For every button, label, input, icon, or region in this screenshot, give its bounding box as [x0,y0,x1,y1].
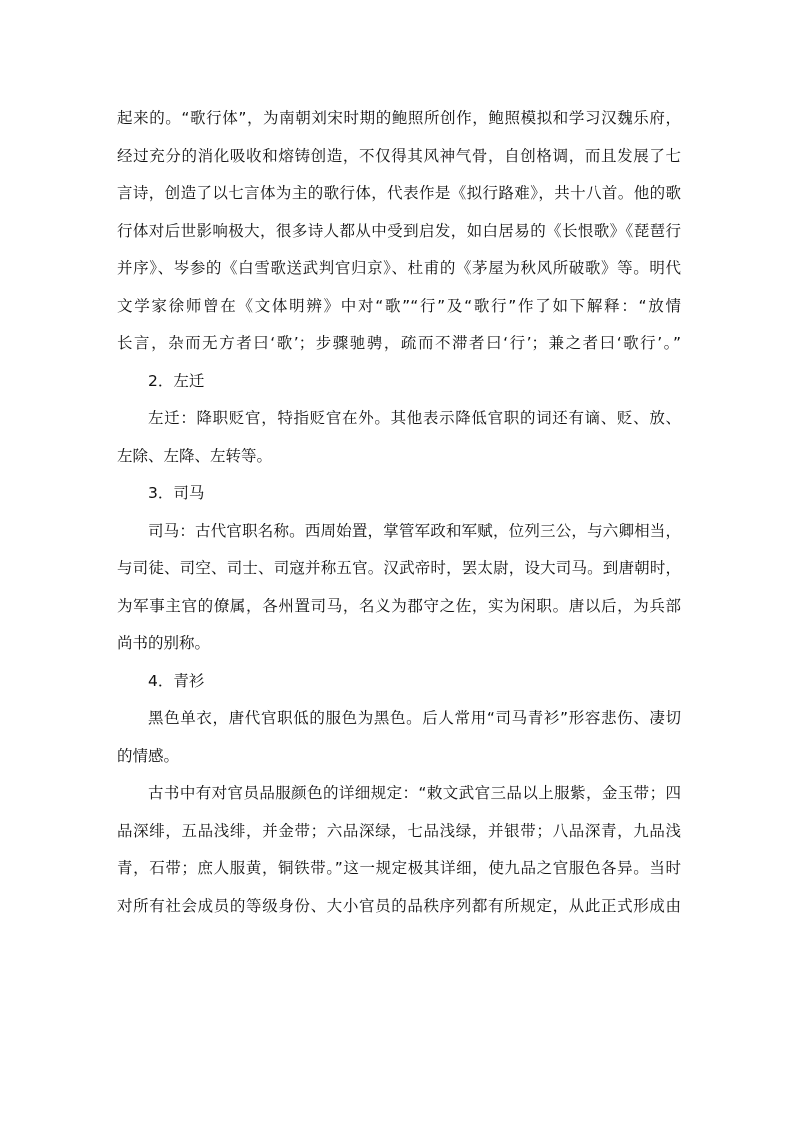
body-line: 长言，杂而无方者曰‘歌’；步骤驰骋，疏而不滞者曰‘行’；兼之者曰‘歌行’。” [117,334,681,352]
body-line: 黑色单衣，唐代官职低的服色为黑色。后人常用“司马青衫”形容悲伤、凄切 [148,709,681,727]
body-line: 左迁：降职贬官，特指贬官在外。其他表示降低官职的词还有谪、贬、放、 [148,409,681,427]
body-line: 青，石带；庶人服黄，铜铁带。”这一规定极其详细，使九品之官服色各异。当时 [117,859,681,877]
body-line: 并序》、岑参的《白雪歌送武判官归京》、杜甫的《茅屋为秋风所破歌》等。明代 [117,259,681,277]
section-heading-qingshan: 4．青衫 [148,671,205,690]
body-line: 经过充分的消化吸收和熔铸创造，不仅得其风神气骨，自创格调，而且发展了七 [117,146,681,165]
section-heading-sima: 3．司马 [148,484,205,502]
body-line: 对所有社会成员的等级身份、大小官员的品秩序列都有所规定，从此正式形成由 [117,896,681,915]
body-line: 古书中有对官员品服颜色的详细规定：“敕文武官三品以上服紫，金玉带；四 [148,784,681,802]
body-line: 为军事主官的僚属，各州置司马，名义为郡守之佐，实为闲职。唐以后，为兵部 [117,596,681,615]
body-line: 的情感。 [117,746,180,765]
body-line: 左除、左降、左转等。 [117,446,273,465]
body-line: 起来的。“歌行体”，为南朝刘宋时期的鲍照所创作，鲍照模拟和学习汉魏乐府， [117,109,681,127]
body-line: 尚书的别称。 [117,634,211,652]
body-line: 行体对后世影响极大，很多诗人都从中受到启发，如白居易的《长恨歌》《琵琶行 [117,221,681,240]
body-line: 文学家徐师曾在《文体明辨》中对“歌”“行”及“歌行”作了如下解释：“放情 [117,296,681,315]
body-line: 言诗，创造了以七言体为主的歌行体，代表作是《拟行路难》，共十八首。他的歌 [117,184,681,202]
body-line: 与司徒、司空、司士、司寇并称五官。汉武帝时，罢太尉，设大司马。到唐朝时， [117,559,681,577]
document-body [117,100,681,925]
body-line: 品深绯，五品浅绯，并金带；六品深绿，七品浅绿，并银带；八品深青，九品浅 [117,821,681,840]
section-heading-zuoqian: 2．左迁 [148,371,205,390]
body-line: 司马：古代官职名称。西周始置，掌管军政和军赋，位列三公，与六卿相当， [148,521,681,540]
